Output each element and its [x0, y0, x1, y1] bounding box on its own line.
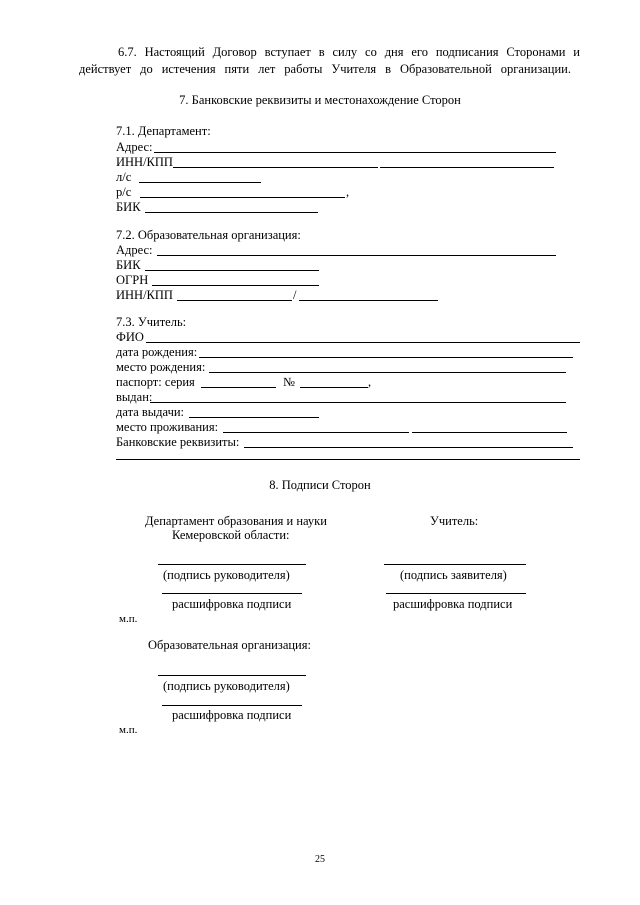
org-bik-label: БИК	[116, 258, 141, 272]
dept-stamp-mark: м.п.	[119, 613, 138, 625]
teacher-sign-title: Учитель:	[430, 514, 479, 528]
teacher-fio-line	[146, 342, 580, 343]
teacher-bank-line	[244, 447, 573, 448]
dept-rs-line	[140, 197, 345, 198]
dept-address-line	[154, 152, 556, 153]
teacher-dob-line	[199, 357, 573, 358]
dept-signature-caption: (подпись руководителя)	[163, 568, 290, 582]
dept-signature-line	[158, 564, 306, 565]
teacher-pob-label: место рождения:	[116, 360, 206, 374]
teacher-passport-comma: ,	[368, 375, 372, 389]
org-decode-line	[162, 705, 302, 706]
dept-rs-comma: ,	[346, 185, 350, 199]
org-kpp-line	[299, 300, 438, 301]
org-signature-caption: (подпись руководителя)	[163, 679, 290, 693]
teacher-issued-label: выдан:	[116, 390, 153, 404]
teacher-title: 7.3. Учитель:	[116, 315, 187, 329]
teacher-residence-line1	[223, 432, 409, 433]
section-7-title: 7. Банковские реквизиты и местонахождение Сторон	[179, 93, 461, 107]
dept-rs-label: р/с	[116, 185, 132, 199]
dept-inn-line	[173, 167, 378, 168]
dept-kpp-line	[380, 167, 554, 168]
org-address-label: Адрес:	[116, 243, 153, 257]
org-stamp-mark: м.п.	[119, 724, 138, 736]
org-title: 7.2. Образовательная организация:	[116, 228, 301, 242]
dept-ls-line	[139, 182, 261, 183]
teacher-issue-date-line	[189, 417, 319, 418]
dept-inn-label: ИНН/КПП	[116, 155, 173, 169]
dept-decode-caption: расшифровка подписи	[172, 597, 292, 611]
teacher-signature-caption: (подпись заявителя)	[400, 568, 507, 582]
teacher-pob-line	[209, 372, 566, 373]
teacher-decode-line	[386, 593, 526, 594]
org-slash: /	[293, 288, 297, 302]
org-inn-label: ИНН/КПП	[116, 288, 173, 302]
dept-bik-label: БИК	[116, 200, 141, 214]
clause-6-7-line2: действует до истечения пяти лет работы Учителя в Образовательной организации.	[79, 62, 571, 76]
teacher-issue-date-label: дата выдачи:	[116, 405, 185, 419]
dept-decode-line	[162, 593, 302, 594]
org-ogrn-line	[152, 285, 319, 286]
dept-title: 7.1. Департамент:	[116, 124, 211, 138]
dept-address-label: Адрес:	[116, 140, 153, 154]
org-inn-line	[177, 300, 292, 301]
org-ogrn-label: ОГРН	[116, 273, 149, 287]
org-bik-line	[145, 270, 319, 271]
teacher-residence-line2	[412, 432, 567, 433]
clause-6-7-line1: 6.7. Настоящий Договор вступает в силу со дня его подписания Сторонами и	[118, 45, 580, 59]
teacher-passport-label: паспорт: серия	[116, 375, 195, 389]
teacher-passport-series-line	[201, 387, 276, 388]
teacher-issued-line	[150, 402, 566, 403]
teacher-residence-label: место проживания:	[116, 420, 219, 434]
teacher-passport-number-line	[300, 387, 368, 388]
org-decode-caption: расшифровка подписи	[172, 708, 292, 722]
dept-bik-line	[145, 212, 318, 213]
teacher-signature-line	[384, 564, 526, 565]
teacher-bank-label: Банковские реквизиты:	[116, 435, 240, 449]
teacher-dob-label: дата рождения:	[116, 345, 198, 359]
section-8-title: 8. Подписи Сторон	[269, 478, 371, 492]
dept-ls-label: л/с	[116, 170, 132, 184]
teacher-decode-caption: расшифровка подписи	[393, 597, 513, 611]
dept-sign-title-line2: Кемеровской области:	[172, 528, 290, 542]
page-number: 25	[315, 854, 325, 865]
teacher-fio-label: ФИО	[116, 330, 144, 344]
teacher-bank-line2	[116, 459, 580, 460]
dept-sign-title-line1: Департамент образования и науки	[145, 514, 327, 528]
org-sign-title: Образовательная организация:	[148, 638, 311, 652]
org-signature-line	[158, 675, 306, 676]
org-address-line	[157, 255, 556, 256]
teacher-number-sign: №	[283, 375, 295, 389]
